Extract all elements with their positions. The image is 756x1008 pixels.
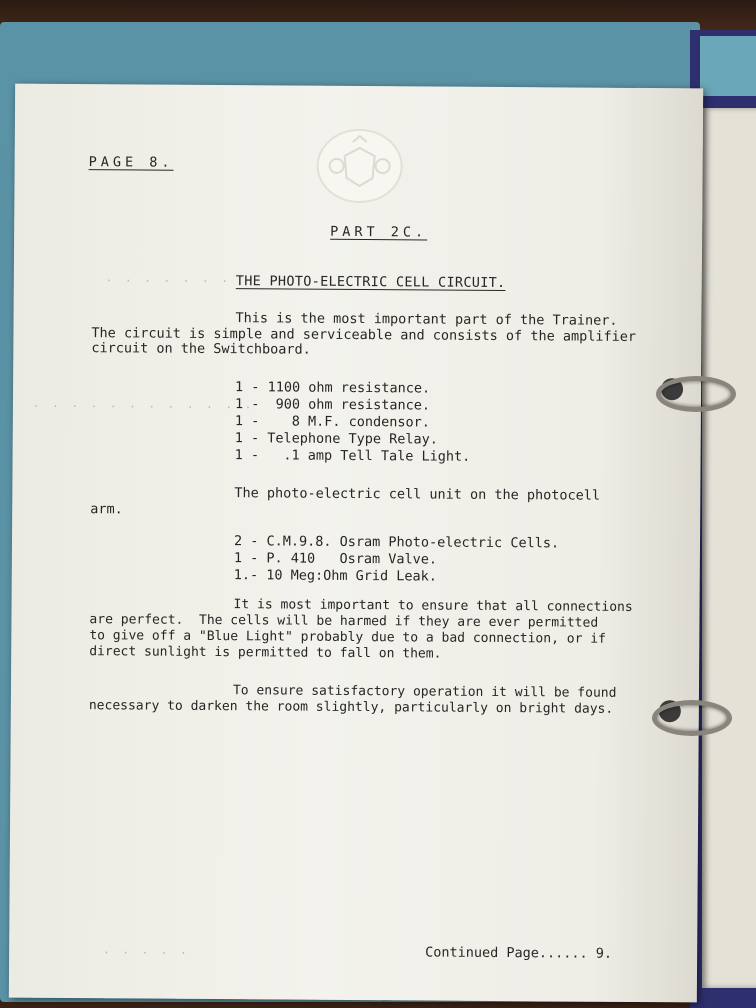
binder-ring-bottom	[652, 700, 732, 736]
page-footer: Continued Page...... 9.	[425, 944, 613, 962]
list-item: 2 - C.M.9.8. Osram Photo-electric Cells.	[233, 533, 560, 552]
list-item: 1 - Telephone Type Relay.	[234, 430, 438, 448]
list-item: 1 - 1100 ohm resistance.	[235, 379, 431, 397]
connections-line: to give off a "Blue Light" probably due to a bad connection, or if	[89, 628, 606, 647]
connections-line: are perfect. The cells will be harmed if they are ever permitted	[89, 612, 599, 631]
blue-divider-tab	[700, 36, 756, 96]
operation-line: To ensure satisfactory operation it will be found	[232, 683, 617, 701]
photocell-line: The photo-electric cell unit on the photocell	[234, 485, 601, 504]
list-item: 1 - P. 410 Osram Valve.	[233, 550, 438, 568]
connections-line: direct sunlight is permitted to fall on them.	[89, 644, 442, 662]
faint-dots: · · · · · · · · · · · ·	[32, 399, 255, 415]
connections-line: It is most important to ensure that all connections	[233, 597, 633, 615]
underlying-page-edge	[702, 108, 756, 988]
list-item: 1 - .1 amp Tell Tale Light.	[234, 447, 471, 465]
list-item: 1 - 900 ohm resistance.	[234, 396, 431, 414]
faint-dots: · · · · · · ·	[105, 274, 231, 289]
page-header: PAGE 8.	[88, 154, 174, 171]
intro-line: This is the most important part of the Trainer.	[235, 310, 618, 329]
intro-line: The circuit is simple and serviceable and consists of the amplifier	[91, 324, 637, 345]
faint-dots: · · · · ·	[103, 946, 190, 960]
photocell-list	[234, 533, 559, 586]
embossed-crest-icon	[314, 126, 405, 207]
document-page	[9, 84, 703, 1003]
intro-line: circuit on the Switchboard.	[91, 340, 311, 358]
list-item: 1.- 10 Meg:Ohm Grid Leak.	[233, 567, 438, 585]
intro-paragraph	[91, 310, 636, 360]
section-title: THE PHOTO-ELECTRIC CELL CIRCUIT.	[235, 273, 506, 292]
part-heading: PART 2C.	[330, 223, 428, 241]
photocell-line: arm.	[90, 501, 123, 518]
components-list	[235, 379, 471, 466]
list-item: 1 - 8 M.F. condensor.	[234, 413, 430, 431]
operation-line: necessary to darken the room slightly, particularly on bright days.	[88, 698, 614, 717]
binder-ring-top	[656, 376, 736, 412]
operation-paragraph	[89, 682, 617, 718]
photocell-paragraph	[90, 484, 600, 522]
connections-paragraph	[89, 596, 633, 664]
